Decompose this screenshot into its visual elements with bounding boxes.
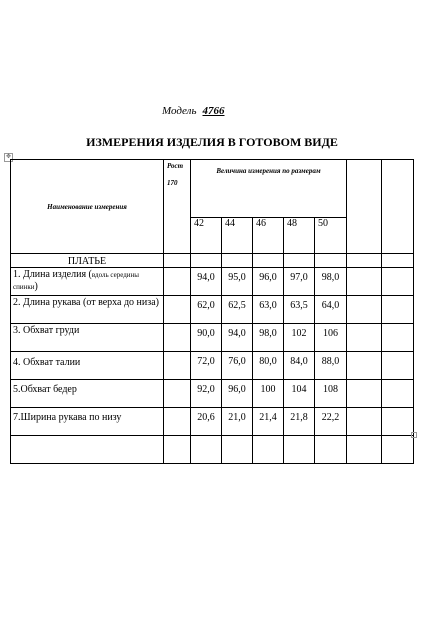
empty-cell bbox=[284, 254, 315, 268]
table-row bbox=[11, 380, 414, 408]
size-cell: 42 bbox=[191, 218, 222, 254]
header-name-cell bbox=[11, 160, 164, 254]
empty-cell bbox=[382, 268, 414, 296]
model-number: 4766 bbox=[202, 105, 225, 117]
param-name: 1. Длина изделия (вдоль середины спинки) bbox=[11, 268, 164, 296]
empty-cell bbox=[164, 436, 191, 464]
empty-cell bbox=[164, 296, 191, 324]
value-cell: 92,0 bbox=[191, 380, 222, 408]
empty-cell bbox=[164, 254, 191, 268]
empty-cell bbox=[253, 254, 284, 268]
empty-cell bbox=[164, 268, 191, 296]
model-heading bbox=[162, 105, 224, 117]
header-rost-cell bbox=[164, 160, 191, 254]
value-cell: 88,0 bbox=[315, 352, 347, 380]
empty-cell bbox=[347, 352, 382, 380]
value-cell: 62,0 bbox=[191, 296, 222, 324]
size-cell: 50 bbox=[315, 218, 347, 254]
value-cell: 98,0 bbox=[253, 324, 284, 352]
value-cell: 98,0 bbox=[315, 268, 347, 296]
param-name: 3. Обхват груди bbox=[11, 324, 164, 352]
document-title: ИЗМЕРЕНИЯ ИЗДЕЛИЯ В ГОТОВОМ ВИДЕ bbox=[86, 135, 338, 149]
empty-cell bbox=[164, 380, 191, 408]
header-name-label: Наименование измерения bbox=[47, 202, 127, 211]
empty-cell bbox=[347, 408, 382, 436]
param-name: 4. Обхват талии bbox=[11, 352, 164, 380]
param-name: 2. Длина рукава (от верха до низа) bbox=[11, 296, 164, 324]
empty-cell bbox=[347, 268, 382, 296]
value-cell: 94,0 bbox=[191, 268, 222, 296]
section-row bbox=[11, 254, 414, 268]
empty-cell bbox=[315, 436, 347, 464]
value-cell: 90,0 bbox=[191, 324, 222, 352]
section-label: ПЛАТЬЕ bbox=[11, 254, 164, 268]
size-cell: 46 bbox=[253, 218, 284, 254]
empty-cell bbox=[222, 436, 253, 464]
table-row bbox=[11, 268, 414, 296]
empty-cell bbox=[347, 380, 382, 408]
empty-header-cell-1 bbox=[347, 160, 382, 254]
size-cell: 48 bbox=[284, 218, 315, 254]
value-cell: 63,0 bbox=[253, 296, 284, 324]
header-row bbox=[11, 160, 414, 218]
empty-cell bbox=[164, 352, 191, 380]
value-cell: 21,8 bbox=[284, 408, 315, 436]
model-label: Модель bbox=[162, 105, 197, 117]
value-cell: 80,0 bbox=[253, 352, 284, 380]
value-cell: 64,0 bbox=[315, 296, 347, 324]
header-rost-value: 170 bbox=[167, 179, 178, 187]
param-note: вдоль середины спинки bbox=[13, 271, 139, 291]
empty-cell bbox=[164, 324, 191, 352]
value-cell: 84,0 bbox=[284, 352, 315, 380]
value-cell: 20,6 bbox=[191, 408, 222, 436]
measurements-table bbox=[10, 159, 414, 464]
empty-cell bbox=[347, 436, 382, 464]
param-name: 7.Ширина рукава по низу bbox=[11, 408, 164, 436]
empty-cell bbox=[164, 408, 191, 436]
param-name: 5.Обхват бедер bbox=[11, 380, 164, 408]
empty-cell bbox=[284, 436, 315, 464]
empty-cell bbox=[382, 254, 414, 268]
value-cell: 100 bbox=[253, 380, 284, 408]
header-rost-label: Рост bbox=[167, 162, 184, 170]
empty-cell bbox=[382, 408, 414, 436]
value-cell: 104 bbox=[284, 380, 315, 408]
value-cell: 102 bbox=[284, 324, 315, 352]
value-cell: 62,5 bbox=[222, 296, 253, 324]
table-row bbox=[11, 408, 414, 436]
table-move-handle-icon[interactable]: ✥ bbox=[5, 154, 12, 160]
table-resize-handle-icon[interactable] bbox=[411, 432, 417, 438]
empty-cell bbox=[347, 324, 382, 352]
value-cell: 95,0 bbox=[222, 268, 253, 296]
header-measure-label: Величина измерения по размерам bbox=[216, 167, 321, 175]
empty-cell bbox=[191, 254, 222, 268]
value-cell: 22,2 bbox=[315, 408, 347, 436]
value-cell: 96,0 bbox=[222, 380, 253, 408]
value-cell: 94,0 bbox=[222, 324, 253, 352]
empty-cell bbox=[222, 254, 253, 268]
value-cell: 21,0 bbox=[222, 408, 253, 436]
table-row bbox=[11, 352, 414, 380]
empty-header-cell-2 bbox=[382, 160, 414, 254]
size-cell: 44 bbox=[222, 218, 253, 254]
table-row bbox=[11, 296, 414, 324]
empty-cell bbox=[347, 254, 382, 268]
value-cell: 76,0 bbox=[222, 352, 253, 380]
empty-cell bbox=[382, 380, 414, 408]
value-cell: 106 bbox=[315, 324, 347, 352]
value-cell: 21,4 bbox=[253, 408, 284, 436]
empty-cell bbox=[191, 436, 222, 464]
value-cell: 97,0 bbox=[284, 268, 315, 296]
table-row-empty bbox=[11, 436, 414, 464]
empty-cell bbox=[382, 352, 414, 380]
empty-cell bbox=[253, 436, 284, 464]
value-cell: 63,5 bbox=[284, 296, 315, 324]
empty-cell bbox=[11, 436, 164, 464]
empty-cell bbox=[382, 296, 414, 324]
empty-cell bbox=[315, 254, 347, 268]
value-cell: 96,0 bbox=[253, 268, 284, 296]
value-cell: 72,0 bbox=[191, 352, 222, 380]
empty-cell bbox=[347, 296, 382, 324]
empty-cell bbox=[382, 324, 414, 352]
header-measure-cell bbox=[191, 160, 347, 218]
empty-cell bbox=[382, 436, 414, 464]
value-cell: 108 bbox=[315, 380, 347, 408]
table-row bbox=[11, 324, 414, 352]
